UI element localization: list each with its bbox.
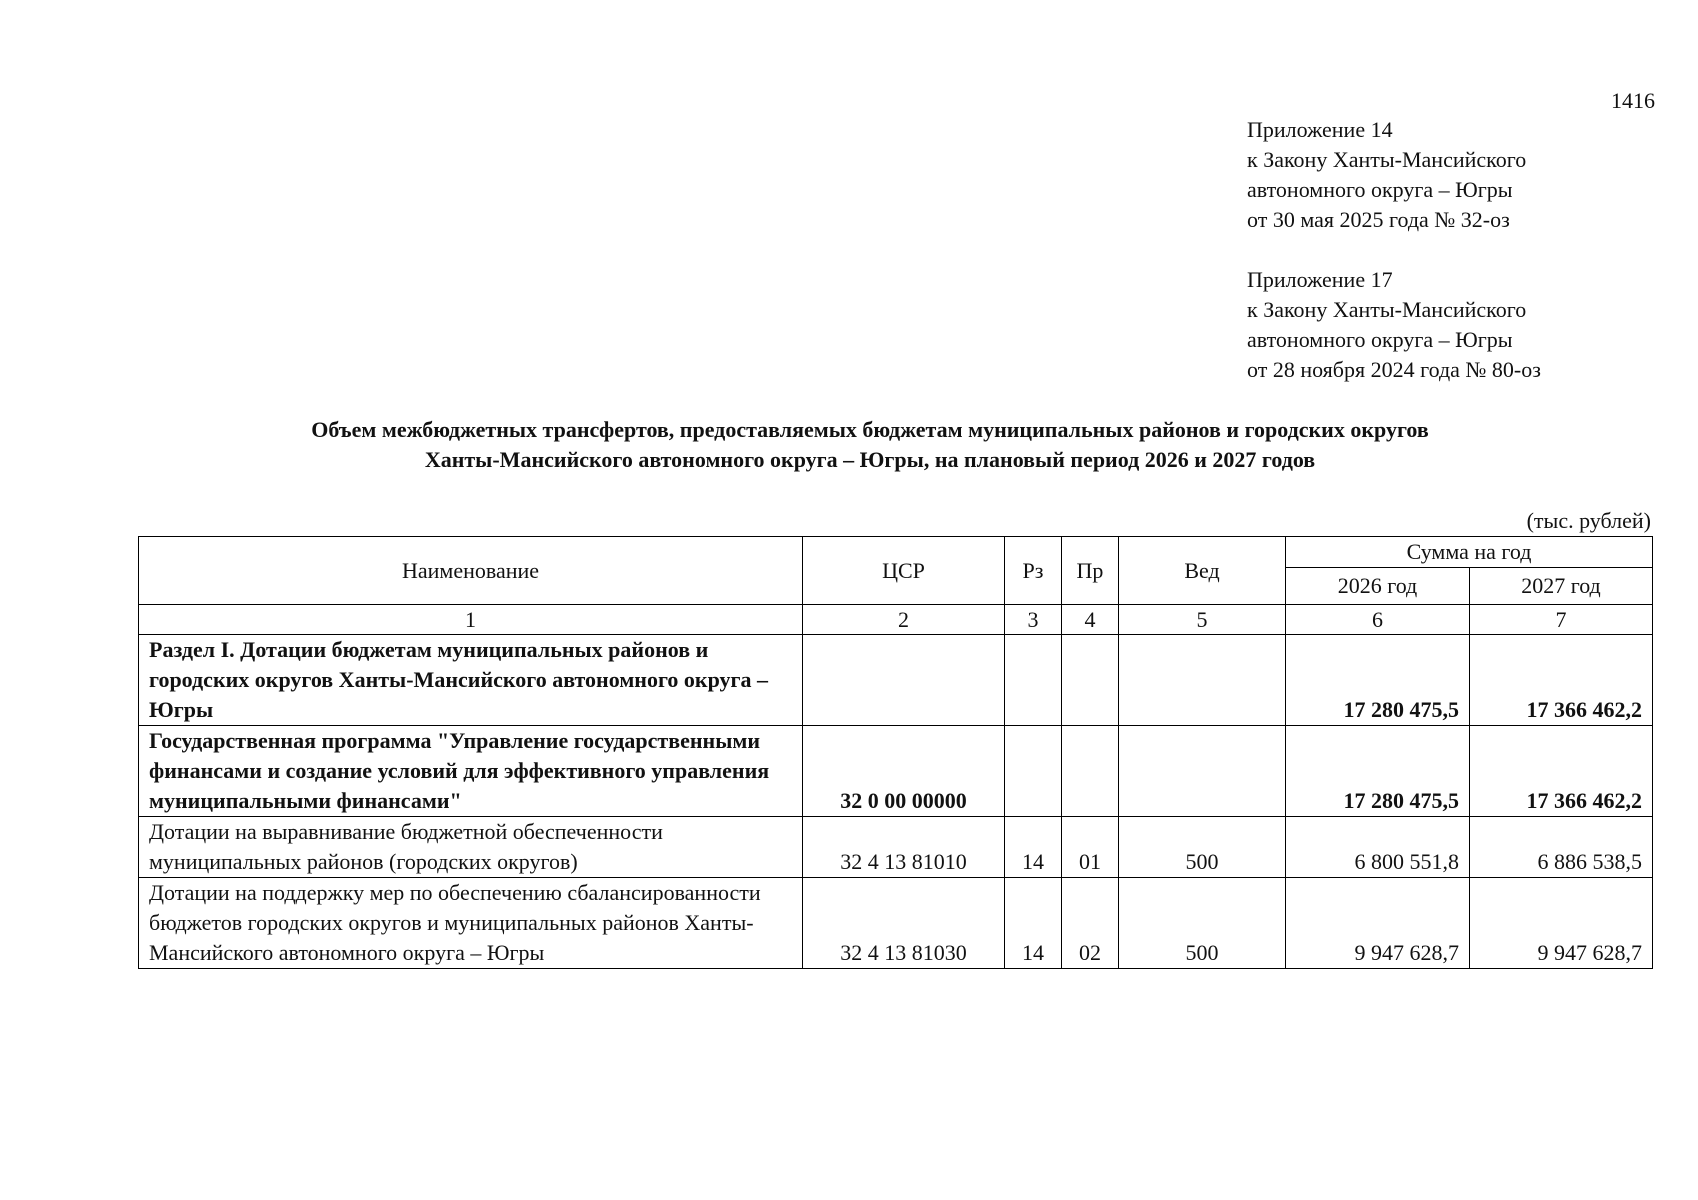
header-pr: Пр [1062, 537, 1119, 605]
row-rz: 14 [1005, 878, 1062, 969]
row-csr [803, 635, 1005, 726]
row-pr: 01 [1062, 817, 1119, 878]
row-amount-2026: 6 800 551,8 [1286, 817, 1470, 878]
header-rz: Рз [1005, 537, 1062, 605]
row-pr [1062, 726, 1119, 817]
column-number: 3 [1005, 605, 1062, 635]
row-amount-2026: 17 280 475,5 [1286, 635, 1470, 726]
appendix-note-current [1247, 115, 1526, 235]
column-number: 1 [139, 605, 803, 635]
appendix-line: Приложение 14 [1247, 117, 1393, 142]
row-amount-2027: 17 366 462,2 [1470, 726, 1653, 817]
column-number: 2 [803, 605, 1005, 635]
row-amount-2026: 9 947 628,7 [1286, 878, 1470, 969]
row-ved [1119, 635, 1286, 726]
table-row [139, 726, 1653, 817]
header-csr: ЦСР [803, 537, 1005, 605]
column-number: 4 [1062, 605, 1119, 635]
appendix-line: автономного округа – Югры [1247, 327, 1513, 352]
row-amount-2027: 6 886 538,5 [1470, 817, 1653, 878]
header-name: Наименование [139, 537, 803, 605]
appendix-line: к Закону Ханты-Мансийского [1247, 297, 1527, 322]
row-ved [1119, 726, 1286, 817]
header-sum-group: Сумма на год [1286, 537, 1653, 568]
transfers-table [138, 536, 1653, 969]
appendix-line: автономного округа – Югры [1247, 177, 1513, 202]
row-name: Раздел I. Дотации бюджетам муниципальных районов и городских округов Ханты-Мансийского автономного округа – Югры [139, 635, 803, 726]
header-year-2027: 2027 год [1470, 568, 1653, 605]
appendix-line: от 30 мая 2025 года № 32-оз [1247, 207, 1510, 232]
row-name: Дотации на выравнивание бюджетной обеспеченности муниципальных районов (городских округов) [139, 817, 803, 878]
title-line: Объем межбюджетных трансфертов, предоставляемых бюджетам муниципальных районов и городских округов [311, 417, 1429, 442]
appendix-line: Приложение 17 [1247, 267, 1393, 292]
row-pr: 02 [1062, 878, 1119, 969]
header-ved: Вед [1119, 537, 1286, 605]
row-amount-2026: 17 280 475,5 [1286, 726, 1470, 817]
page-number: 1416 [1611, 88, 1655, 113]
table-row [139, 817, 1653, 878]
header-year-2026: 2026 год [1286, 568, 1470, 605]
row-name: Дотации на поддержку мер по обеспечению сбалансированности бюджетов городских округов и муниципальных районов Ханты-Мансийского автономного округа – Югры [139, 878, 803, 969]
row-csr: 32 4 13 81030 [803, 878, 1005, 969]
table-row [139, 635, 1653, 726]
column-number: 7 [1470, 605, 1653, 635]
row-pr [1062, 635, 1119, 726]
row-ved: 500 [1119, 878, 1286, 969]
column-number-row [139, 605, 1653, 635]
row-rz [1005, 635, 1062, 726]
row-name: Государственная программа "Управление государственными финансами и создание условий для эффективного управления муниципальными финансами" [139, 726, 803, 817]
row-rz: 14 [1005, 817, 1062, 878]
appendix-line: от 28 ноября 2024 года № 80-оз [1247, 357, 1541, 382]
row-ved: 500 [1119, 817, 1286, 878]
row-rz [1005, 726, 1062, 817]
row-csr: 32 0 00 00000 [803, 726, 1005, 817]
title-line: Ханты-Мансийского автономного округа – Югры, на плановый период 2026 и 2027 годов [424, 447, 1316, 472]
row-amount-2027: 17 366 462,2 [1470, 635, 1653, 726]
units-label: (тыс. рублей) [1526, 508, 1651, 533]
column-number: 6 [1286, 605, 1470, 635]
appendix-line: к Закону Ханты-Мансийского [1247, 147, 1527, 172]
appendix-note-original [1247, 265, 1541, 385]
table-row [139, 878, 1653, 969]
column-number: 5 [1119, 605, 1286, 635]
row-csr: 32 4 13 81010 [803, 817, 1005, 878]
row-amount-2027: 9 947 628,7 [1470, 878, 1653, 969]
document-title [140, 415, 1600, 475]
